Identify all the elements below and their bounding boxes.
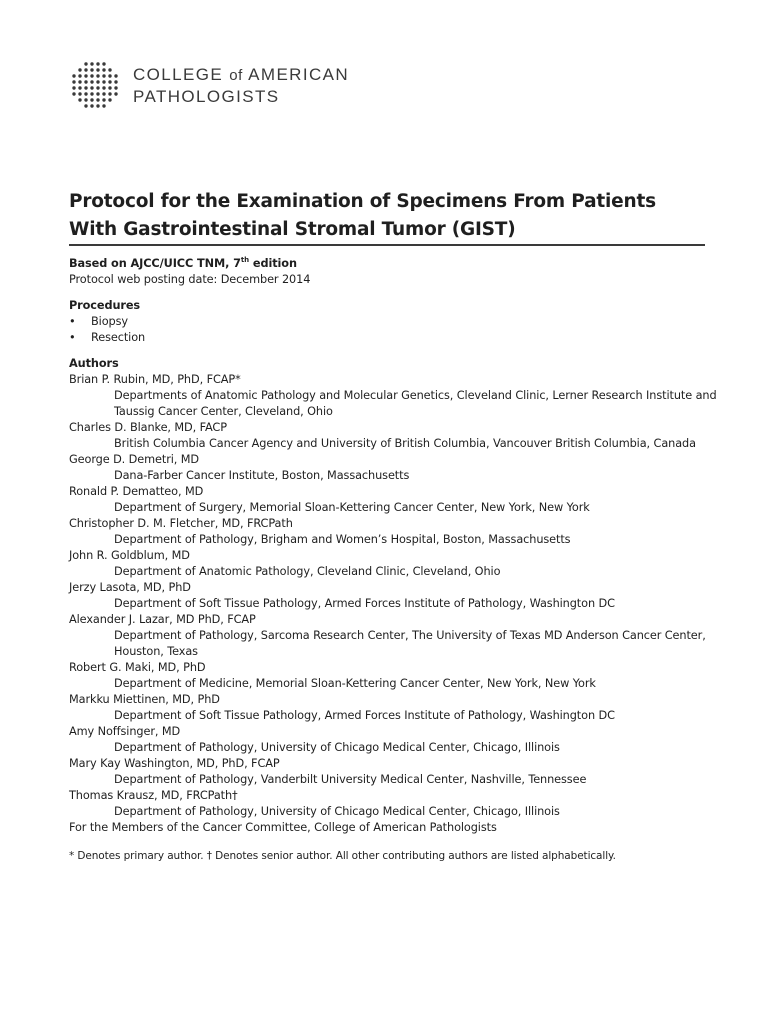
author-name: Alexander J. Lazar, MD PhD, FCAP <box>69 613 256 626</box>
author-affiliation: Department of Anatomic Pathology, Cleveland Clinic, Cleveland, Ohio <box>114 565 501 578</box>
author-name: John R. Goldblum, MD <box>69 549 190 562</box>
cap-logo <box>69 59 389 111</box>
authors-closing: For the Members of the Cancer Committee, College of American Pathologists <box>69 821 497 834</box>
author-name: Amy Noffsinger, MD <box>69 725 181 738</box>
procedure-item: • Biopsy <box>69 314 719 330</box>
authors-heading: Authors <box>69 357 119 370</box>
document-body <box>69 256 719 864</box>
author-name: Christopher D. M. Fletcher, MD, FRCPath <box>69 517 293 530</box>
procedures-list <box>69 314 719 346</box>
author-name: Robert G. Maki, MD, PhD <box>69 661 206 674</box>
author-name: Mary Kay Washington, MD, PhD, FCAP <box>69 757 280 770</box>
procedures-heading: Procedures <box>69 299 141 312</box>
posting-date: Protocol web posting date: December 2014 <box>69 273 311 286</box>
author-affiliation: Department of Soft Tissue Pathology, Armed Forces Institute of Pathology, Washington DC <box>114 709 615 722</box>
author-affiliation: Department of Pathology, University of Chicago Medical Center, Chicago, Illinois <box>114 805 560 818</box>
author-name: Charles D. Blanke, MD, FACP <box>69 421 227 434</box>
procedure-item: • Resection <box>69 330 719 346</box>
authors-list <box>69 372 719 820</box>
author-name: Markku Miettinen, MD, PhD <box>69 693 220 706</box>
author-affiliation: Department of Pathology, Vanderbilt University Medical Center, Nashville, Tennessee <box>114 773 587 786</box>
footnote: * Denotes primary author. † Denotes senior author. All other contributing authors are listed alphabetically. <box>69 850 616 862</box>
author-name: Brian P. Rubin, MD, PhD, FCAP* <box>69 373 241 386</box>
author-affiliation: Department of Soft Tissue Pathology, Armed Forces Institute of Pathology, Washington DC <box>114 597 615 610</box>
author-affiliation: Department of Pathology, Sarcoma Research Center, The University of Texas MD Anderson Cancer Center, Houston, Texas <box>114 629 706 658</box>
author-affiliation: Department of Medicine, Memorial Sloan-Kettering Cancer Center, New York, New York <box>114 677 596 690</box>
logo-line-2: PATHOLOGISTS <box>133 87 280 106</box>
cap-dot-grid-logo-icon <box>69 59 121 111</box>
logo-wordmark <box>133 64 349 107</box>
author-name: Ronald P. Dematteo, MD <box>69 485 204 498</box>
author-affiliation: Departments of Anatomic Pathology and Molecular Genetics, Cleveland Clinic, Lerner Research Institute and Taussig Cancer Center, Cleveland, Ohio <box>114 389 717 418</box>
author-name: Jerzy Lasota, MD, PhD <box>69 581 191 594</box>
author-affiliation: Department of Pathology, Brigham and Women’s Hospital, Boston, Massachusetts <box>114 533 571 546</box>
author-affiliation: Department of Surgery, Memorial Sloan-Kettering Cancer Center, New York, New York <box>114 501 590 514</box>
author-affiliation: Department of Pathology, University of Chicago Medical Center, Chicago, Illinois <box>114 741 560 754</box>
author-affiliation: British Columbia Cancer Agency and University of British Columbia, Vancouver British Columbia, Canada <box>114 437 696 450</box>
author-name: George D. Demetri, MD <box>69 453 199 466</box>
based-on-line: Based on AJCC/UICC TNM, 7th edition <box>69 256 297 270</box>
author-name: Thomas Krausz, MD, FRCPath† <box>69 789 238 802</box>
author-affiliation: Dana-Farber Cancer Institute, Boston, Massachusetts <box>114 469 410 482</box>
logo-line-1: COLLEGE of AMERICAN <box>133 65 350 84</box>
document-title: Protocol for the Examination of Specimens From Patients With Gastrointestinal Stromal Tumor (GIST) <box>69 188 705 246</box>
